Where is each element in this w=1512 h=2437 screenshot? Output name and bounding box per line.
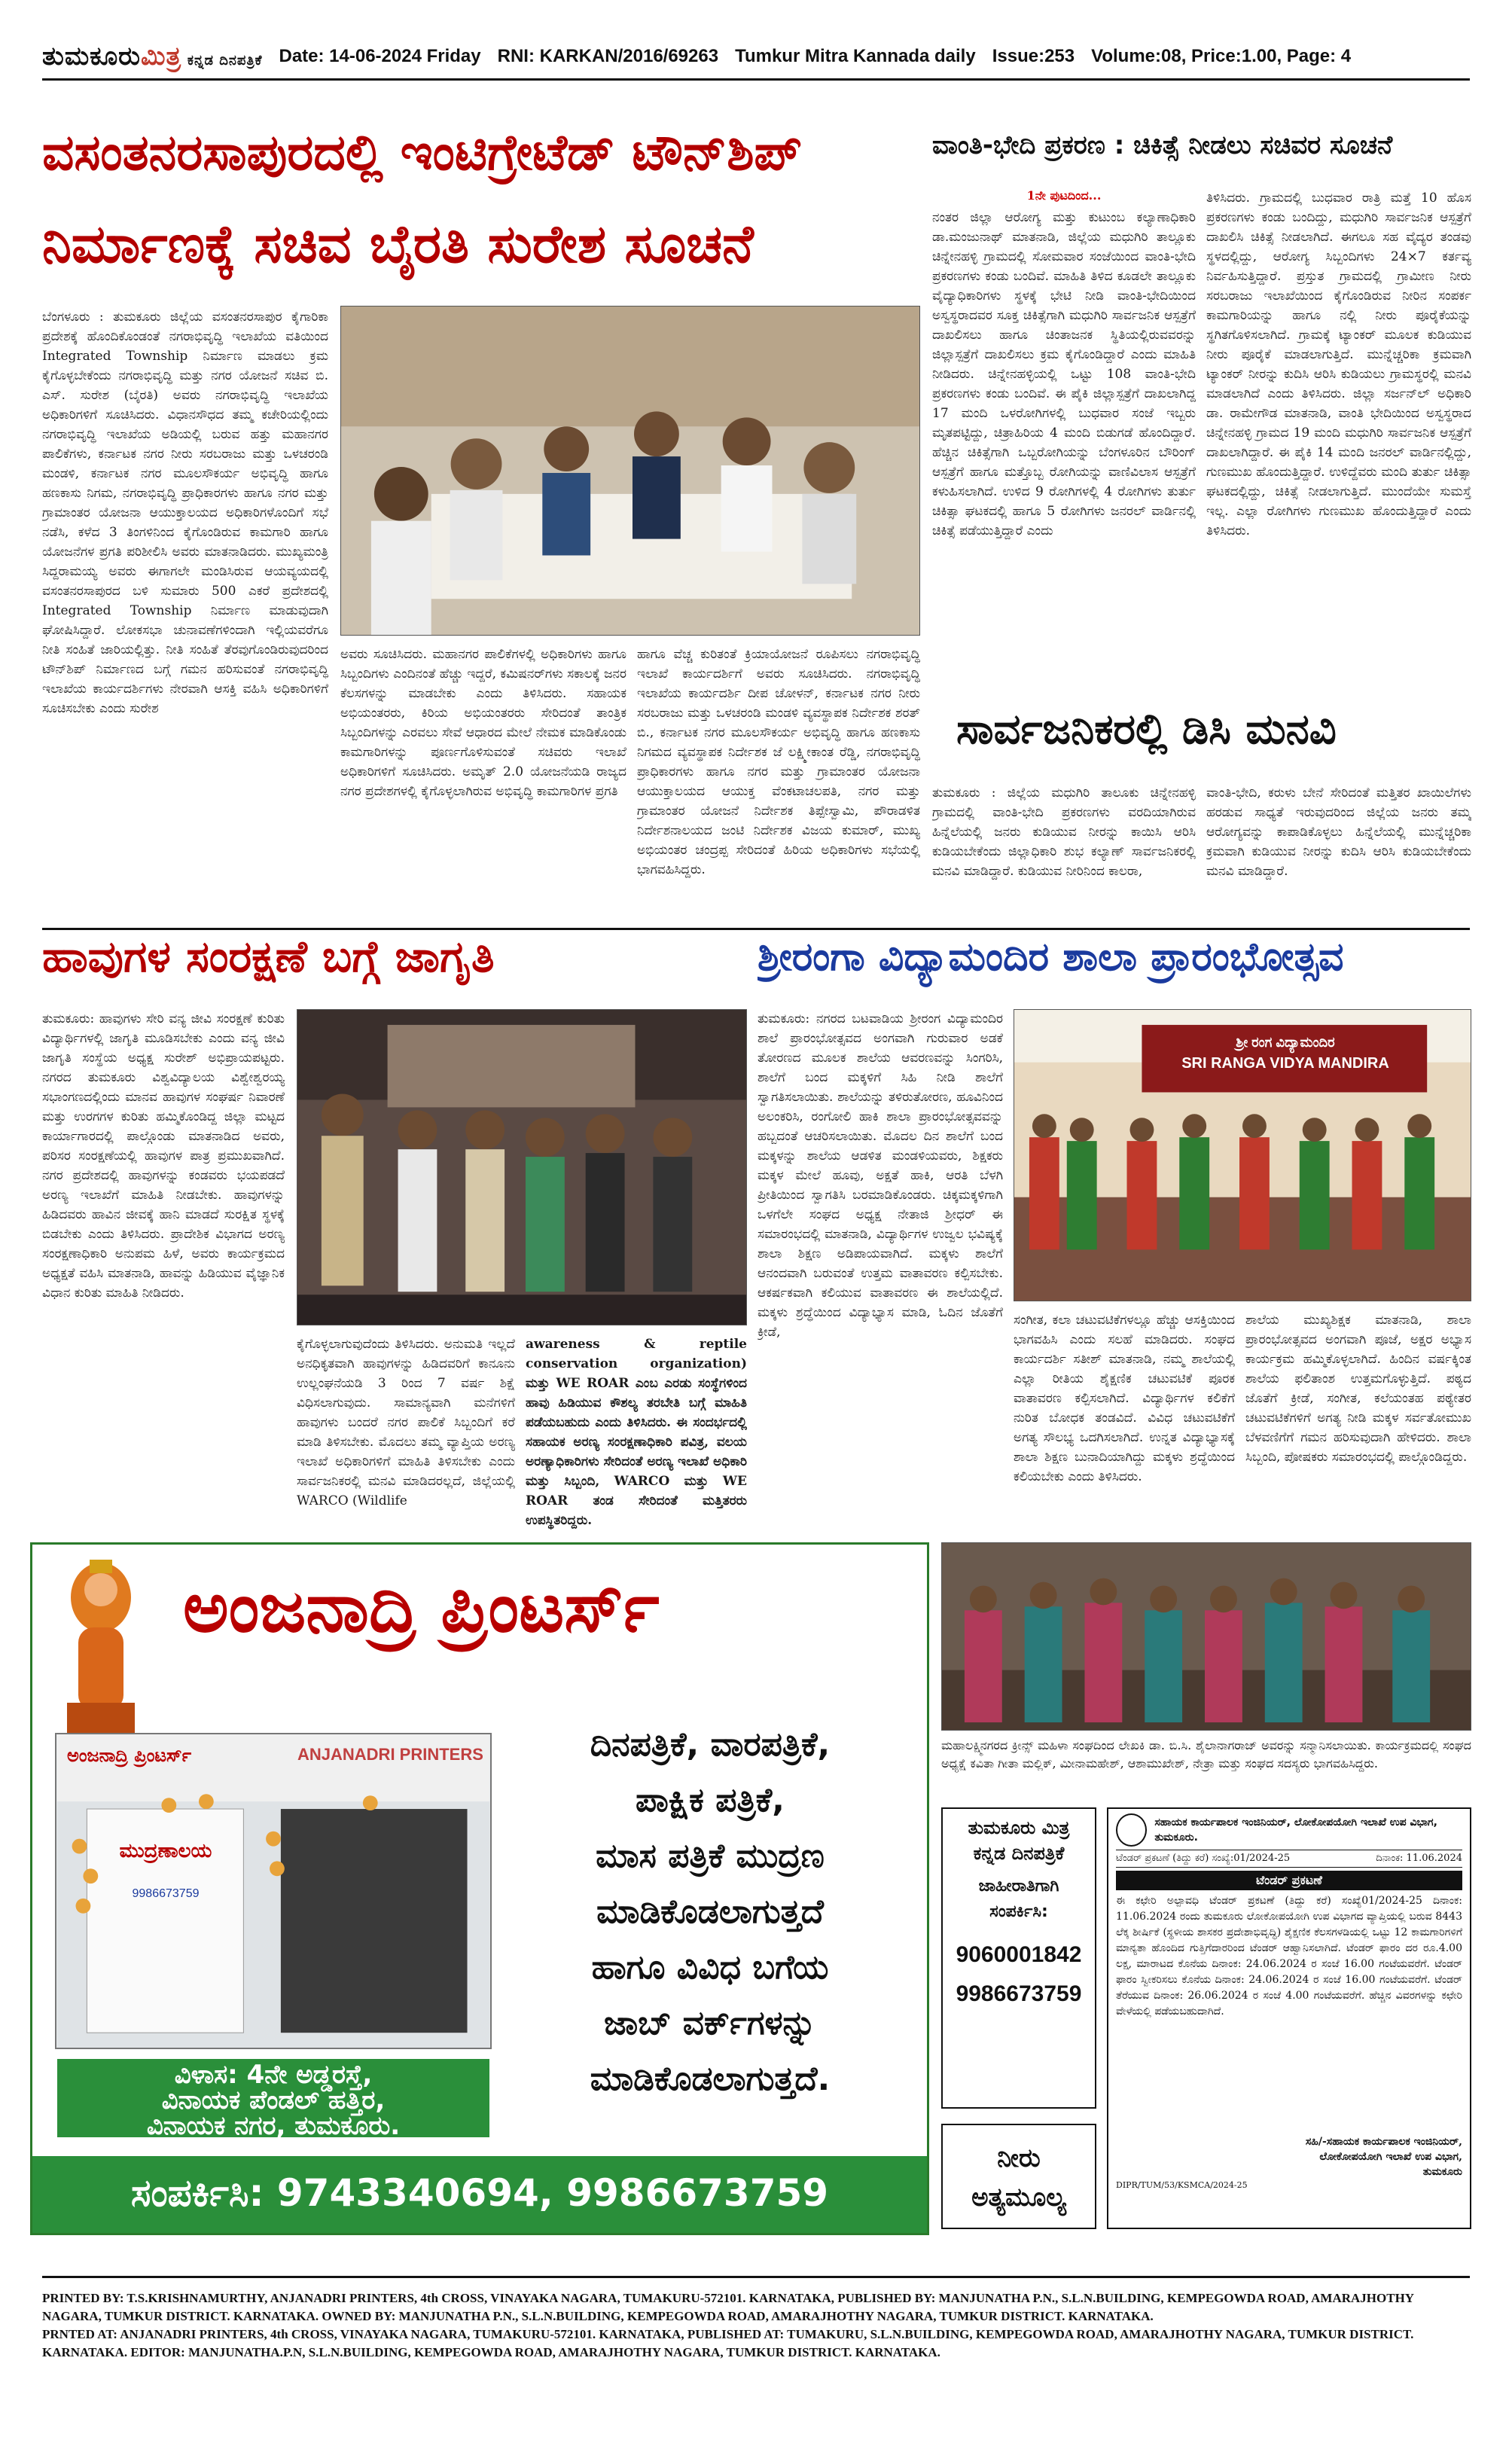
promo-sub: ಕನ್ನಡ ದಿನಪತ್ರಿಕೆ (973, 1843, 1065, 1864)
group-photo (941, 1542, 1471, 1731)
meeting-photo-image (341, 307, 919, 635)
promo-contact-label: ಸಂಪರ್ಕಿಸಿ: (989, 1902, 1048, 1921)
story4-column-a: ತುಮಕೂರು: ಹಾವುಗಳು ಸೇರಿ ವನ್ಯ ಜೀವಿ ಸಂರಕ್ಷಣೆ ಕುರಿತು ವಿದ್ಯಾರ್ಥಿಗಳಲ್ಲಿ ಜಾಗೃತಿ ಮೂಡಿಸಬೇಕು ಎಂದು ವನ್ಯ ಜೀವಿ ಜಾಗೃತಿ ಸಂಸ್ಥೆಯ ಅಧ್ಯಕ್ಷ ಸುರೇಶ್ ಅಭಿಪ್ರಾಯಪಟ್ಟರು. ನಗರದ ತುಮಕೂರು ವಿಶ್ವವಿದ್ಯಾಲಯ ವಿಶ್ವೇಶ್ವರಯ್ಯ ಸಭಾಂಗಣದಲ್ಲಿಂದು ಮಾನವ ಹಾವುಗಳ ಸಂಘರ್ಷ ನಿವಾರಣೆ ಮತ್ತು ಉರಗಗಳ ಕುರಿತು ಹಮ್ಮಿಕೊಂಡಿದ್ದ ಜಿಲ್ಲಾ ಮಟ್ಟದ ಕಾರ್ಯಾಗಾರದಲ್ಲಿ ಪಾಲ್ಗೊಂಡು ಮಾತನಾಡಿದ ಅವರು, ಪರಿಸರ ಸಂರಕ್ಷಣೆಯಲ್ಲಿ ಹಾವುಗಳ ಪಾತ್ರ ಪ್ರಮುಖವಾಗಿದೆ. ನಗರ ಪ್ರದೇಶದಲ್ಲಿ ಹಾವುಗಳನ್ನು ಕಂಡವರು ಭಯಪಡದೆ ಅರಣ್ಯ ಇಲಾಖೆಗೆ ಮಾಹಿತಿ ನೀಡಬೇಕು. ಹಾವುಗಳನ್ನು ಹಿಡಿದವರು ಹಾವಿನ ಜೀವಕ್ಕೆ ಹಾನಿ ಮಾಡದೆ ಸುರಕ್ಷಿತ ಸ್ಥಳಕ್ಕೆ ಬಿಡಬೇಕು ಎಂದು ತಿಳಿಸಿದರು. ಪ್ರಾದೇಶಿಕ ವಿಭಾಗದ ಅರಣ್ಯ ಸಂರಕ್ಷಣಾಧಿಕಾರಿ ಅನುಪಮ ಹಿಳೆ, ಅವರು ಕಾರ್ಯಕ್ರಮದ ಅಧ್ಯಕ್ಷತೆ ವಹಿಸಿ ಮಾತನಾಡಿ, ಹಾವನ್ನು ಹಿಡಿಯುವ ವೈಜ್ಞಾನಿಕ ವಿಧಾನ ಕುರಿತು ಮಾಹಿತಿ ನೀಡಿದರು. (42, 1011, 285, 1301)
water-line-1: ನೀರು (997, 2143, 1041, 2173)
paper-promo-box (941, 1807, 1096, 2109)
story4-column-b: ಕೈಗೊಳ್ಳಲಾಗುವುದೆಂದು ತಿಳಿಸಿದರು. ಅನುಮತಿ ಇಲ್ಲದೆ ಅನಧಿಕೃತವಾಗಿ ಹಾವುಗಳನ್ನು ಹಿಡಿದವರಿಗೆ ಕಾನೂನು ಉಲ್ಲಂಘನೆಯಡಿ 3 ರಿಂದ 7 ವರ್ಷ ಶಿಕ್ಷೆ ವಿಧಿಸಲಾಗುವುದು. ಸಾಮಾನ್ಯವಾಗಿ ಮನೆಗಳಿಗೆ ಹಾವುಗಳು ಬಂದರೆ ನಗರ ಪಾಲಿಕೆ ಸಿಬ್ಬಂದಿಗೆ ಕರೆ ಮಾಡಿ ತಿಳಿಸಬೇಕು. ಮೊದಲು ತಮ್ಮ ವ್ಯಾಪ್ತಿಯ ಅರಣ್ಯ ಇಲಾಖೆ ಅಧಿಕಾರಿಗಳಿಗೆ ಮಾಹಿತಿ ತಿಳಿಸಬೇಕು ಎಂದು ಸಾರ್ವಜನಿಕರಲ್ಲಿ ಮನವಿ ಮಾಡಿದರಲ್ಲದೆ, ಜಿಲ್ಲೆಯಲ್ಲಿ WARCO (Wildlife (297, 1337, 515, 1508)
tender-code: DIPR/TUM/53/KSMCA/2024-25 (1116, 2180, 1248, 2190)
tender-sign-2: ಲೋಕೋಪಯೋಗಿ ಇಲಾಖೆ ಉಪ ವಿಭಾಗ, (1319, 2151, 1462, 2163)
shop-board-phones (102, 1885, 230, 1938)
tender-notice (1107, 1807, 1471, 2229)
hanuman-icon (37, 1552, 165, 1748)
event-photo-image (297, 1010, 746, 1325)
school-banner (1154, 1032, 1417, 1085)
masthead-rule (42, 78, 1470, 81)
promo-phone-2: 9986673759 (956, 1981, 1082, 2006)
imprint-line-2: PRNTED AT: ANJANADRI PRINTERS, 4th CROSS, VINAYAKA NAGARA, TUMAKURU-572101. KARNATAKA, PUBLISHED AT: TUMAKURU, S.L.N.BUILDING, KEMPEGOWDA ROAD, AMARAJHOTHY NAGARA, TUMKUR DISTRICT. KARNATAKA. EDITOR: MANJUNATHA.P.N, S.L.N.BUILDING, KEMPEGOWDA ROAD, AMARAJHOTHY NAGARA, TUMKUR DISTRICT. KARNATAKA. (42, 2327, 1414, 2359)
rni-number: RNI: KARKAN/2016/69263 (497, 46, 719, 66)
story1-column-a: ಬೆಂಗಳೂರು : ತುಮಕೂರು ಜಿಲ್ಲೆಯ ವಸಂತನರಸಾಪುರ ಕೈಗಾರಿಕಾ ಪ್ರದೇಶಕ್ಕೆ ಹೊಂದಿಕೊಂಡಂತೆ ನಗರಾಭಿವೃದ್ಧಿ ಇಲಾಖೆಯ ವತಿಯಿಂದ Integrated Township ನಿರ್ಮಾಣ ಮಾಡಲು ಕ್ರಮ ಕೈಗೊಳ್ಳಬೇಕೆಂದು ನಗರಾಭಿವೃದ್ಧಿ ಮತ್ತು ನಗರ ಯೋಜನೆ ಸಚಿವ ಬಿ. ಎಸ್. ಸುರೇಶ (ಬೈರತಿ) ಅವರು ನಗರಾಭಿವೃದ್ಧಿ ಇಲಾಖೆಯ ಅಧಿಕಾರಿಗಳಿಗೆ ಸೂಚಿಸಿದರು. ವಿಧಾನಸೌಧದ ತಮ್ಮ ಕಚೇರಿಯಲ್ಲಿಂದು ನಗರಾಭಿವೃದ್ಧಿ ಇಲಾಖೆಯ ಅಡಿಯಲ್ಲಿ ಬರುವ ಹತ್ತು ಮಹಾನಗರ ಪಾಲಿಕೆಗಳು, ಕರ್ನಾಟಕ ನಗರ ನೀರು ಸರಬರಾಜು ಮತ್ತು ಒಳಚರಂಡಿ ಮಂಡಳಿ, ಕರ್ನಾಟಕ ನಗರ ಮೂಲಸೌಕರ್ಯ ಅಭಿವೃದ್ಧಿ ಹಾಗೂ ಹಣಕಾಸು ನಿಗಮ, ನಗರಾಭಿವೃದ್ಧಿ ಪ್ರಾಧಿಕಾರಗಳು ಹಾಗೂ ನಗರ ಮತ್ತು ಗ್ರಾಮಾಂತರ ಯೋಜನಾ ಆಯುಕ್ತಾಲಯದ ಅಧಿಕಾರಿಗಳೊಂದಿಗೆ ಸಭೆ ನಡೆಸಿ, ಕಳೆದ 3 ತಿಂಗಳಿನಿಂದ ಕೈಗೊಂಡಿರುವ ಕಾಮಗಾರಿ ಹಾಗೂ ಯೋಜನೆಗಳ ಪ್ರಗತಿ ಪರಿಶೀಲಿಸಿ ಅವರು ಮಾತನಾಡಿದರು. ಮುಖ್ಯಮಂತ್ರಿ ಸಿದ್ದರಾಮಯ್ಯ ಅವರು ಈಗಾಗಲೇ ಮಂಡಿಸಿರುವ ಆಯವ್ಯಯದಲ್ಲಿ ವಸಂತನರಸಾಪುರದ ಬಳಿ ಸುಮಾರು 500 ಎಕರೆ ಪ್ರದೇಶದಲ್ಲಿ Integrated Township ನಿರ್ಮಾಣ ಮಾಡುವುದಾಗಿ ಘೋಷಿಸಿದ್ದಾರೆ. ಲೋಕಸಭಾ ಚುನಾವಣೆಗಳಿಂದಾಗಿ ಇಲ್ಲಿಯವರೆಗೂ ನೀತಿ ಸಂಹಿತೆ ಜಾರಿಯಲ್ಲಿತ್ತು. ನೀತಿ ಸಂಹಿತೆ ತೆರವುಗೊಂಡಿರುವುದರಿಂದ ಟೌನ್‌ಶಿಪ್ ನಿರ್ಮಾಣದ ಬಗ್ಗೆ ಗಮನ ಹರಿಸುವಂತೆ ನಗರಾಭಿವೃದ್ಧಿ ಇಲಾಖೆಯ ಕಾರ್ಯದರ್ಶಿಗಳು ನೇರವಾಗಿ ಆಸಕ್ತಿ ವಹಿಸಿ ಅಧಿಕಾರಿಗಳಿಗೆ ಸೂಚಿಸಬೇಕು ಎಂದು ಸುರೇಶ (42, 310, 328, 716)
school-banner-english: SRI RANGA VIDYA MANDIRA (1181, 1055, 1389, 1072)
story1-column-c: ಹಾಗೂ ವೆಚ್ಚ ಕುರಿತಂತೆ ಕ್ರಿಯಾಯೋಜನೆ ರೂಪಿಸಲು ನಗರಾಭಿವೃದ್ಧಿ ಇಲಾಖೆ ಕಾರ್ಯದರ್ಶಿಗೆ ಅವರು ಸೂಚಿಸಿದರು. ನಗರಾಭಿವೃದ್ಧಿ ಇಲಾಖೆಯ ಕಾರ್ಯದರ್ಶಿ ದೀಪ ಚೋಳನ್, ಕರ್ನಾಟಕ ನಗರ ನೀರು ಸರಬರಾಜು ಮತ್ತು ಒಳಚರಂಡಿ ಮಂಡಳಿ ವ್ಯವಸ್ಥಾಪಕ ನಿರ್ದೇಶಕ ಶರತ್ ಬಿ., ಕರ್ನಾಟಕ ನಗರ ಮೂಲಸೌಕರ್ಯ ಅಭಿವೃದ್ಧಿ ಹಾಗೂ ಹಣಕಾಸು ನಿಗಮದ ವ್ಯವಸ್ಥಾಪಕ ನಿರ್ದೇಶಕ ಜೆ ಲಕ್ಷ್ಮೀಕಾಂತ ರೆಡ್ಡಿ, ನಗರಾಭಿವೃದ್ಧಿ ಪ್ರಾಧಿಕಾರಗಳು ಹಾಗೂ ನಗರ ಮತ್ತು ಗ್ರಾಮಾಂತರ ಯೋಜನಾ ಆಯುಕ್ತಾಲಯದ ಆಯುಕ್ತ ವೆಂಕಟಾಚಲಪತಿ, ನಗರ ಮತ್ತು ಗ್ರಾಮಾಂತರ ಯೋಜನೆ ನಿರ್ದೇಶಕ ತಿಪ್ಪೇಸ್ವಾಮಿ, ಪೌರಾಡಳಿತ ನಿರ್ದೇಶನಾಲಯದ ಜಂಟಿ ನಿರ್ದೇಶಕ ವಿಜಯ ಕುಮಾರ್, ಮುಖ್ಯ ಅಭಿಯಂತರ ಚಂದ್ರಪ್ಪ ಸೇರಿದಂತೆ ಹಿರಿಯ ಅಧಿಕಾರಿಗಳು ಸಭೆಯಲ್ಲಿ ಭಾಗವಹಿಸಿದ್ದರು. (637, 647, 920, 877)
group-photo-caption: ಮಹಾಲಕ್ಷ್ಮಿನಗರದ ಕ್ರೀನ್ಸ್ ಮಹಿಳಾ ಸಂಘದಿಂದ ಲೇಖಕಿ ಡಾ. ಬಿ.ಸಿ. ಶೈಲಾನಾಗರಾಜ್ ಅವರನ್ನು ಸನ್ಮಾನಿಸಲಾಯಿತು. ಕಾರ್ಯಕ್ರಮದಲ್ಲಿ ಸಂಘದ ಅಧ್ಯಕ್ಷೆ ಕವಿತಾ ಗೀತಾ ಮಲ್ಲಿಕ್, ಮೀನಾಮಹೇಶ್, ಆಶಾಮುಖೇಶ್, ನೇತ್ರಾ ಮತ್ತು ಸಂಘದ ಸದಸ್ಯರು ಭಾಗವಹಿಸಿದ್ದರು. (941, 1738, 1471, 1771)
story3-column-b: ವಾಂತಿ-ಭೇದಿ, ಕರುಳು ಬೇನೆ ಸೇರಿದಂತೆ ಮತ್ತಿತರ ಖಾಯಿಲೆಗಳು ಹರಡುವ ಸಾಧ್ಯತೆ ಇರುವುದರಿಂದ ಜಿಲ್ಲೆಯ ಜನರು ತಮ್ಮ ಆರೋಗ್ಯವನ್ನು ಕಾಪಾಡಿಕೊಳ್ಳಲು ಹಿನ್ನೆಲೆಯಲ್ಲಿ ಮುನ್ನೆಚ್ಚರಿಕಾ ಕ್ರಮವಾಗಿ ಕುಡಿಯುವ ನೀರನ್ನು ಕುದಿಸಿ ಆರಿಸಿ ಕುಡಿಯಬೇಕೆಂದು ಮನವಿ ಮಾಡಿದ್ದಾರೆ. (1206, 785, 1471, 879)
story5-column-a: ತುಮಕೂರು: ನಗರದ ಬಟವಾಡಿಯ ಶ್ರೀರಂಗ ವಿದ್ಯಾಮಂದಿರ ಶಾಲೆ ಪ್ರಾರಂಭೋತ್ಸವದ ಅಂಗವಾಗಿ ಗುರುವಾರ ಅಡಕೆ ತೋರಣದ ಮೂಲಕ ಶಾಲೆಯ ಆವರಣವನ್ನು ಸಿಂಗರಿಸಿ, ಶಾಲೆಗೆ ಬಂದ ಮಕ್ಕಳಿಗೆ ಸಿಹಿ ನೀಡಿ ಶಾಲೆಗೆ ಸ್ವಾಗತಿಸಲಾಯಿತು. ಶಾಲೆಯನ್ನು ತಳಿರುತೋರಣ, ಹೂವಿನಿಂದ ಅಲಂಕರಿಸಿ, ರಂಗೋಲಿ ಹಾಕಿ ಶಾಲಾ ಪ್ರಾರಂಭೋತ್ಸವವನ್ನು ಹಬ್ಬದಂತೆ ಆಚರಿಸಲಾಯಿತು. ಮೊದಲ ದಿನ ಶಾಲೆಗೆ ಬಂದ ಮಕ್ಕಳನ್ನು ಶಾಲೆಯ ಆಡಳಿತ ಮಂಡಳಿಯವರು, ಶಿಕ್ಷಕರು ಮಕ್ಕಳ ಮೇಲೆ ಹೂವು, ಅಕ್ಷತೆ ಹಾಕಿ, ಆರತಿ ಬೆಳಗಿ ಪ್ರೀತಿಯಿಂದ ಸ್ವಾಗತಿಸಿ ಬರಮಾಡಿಕೊಂಡರು. ಚಿಕ್ಕಮಕ್ಕಳಿಗಾಗಿ ಒಳಗೆಲೇ ಸಂಘದ ಅಧ್ಯಕ್ಷ ನೇತಾಜಿ ಶ್ರೀಧರ್ ಈ ಸಮಾರಂಭದಲ್ಲಿ ಮಾತನಾಡಿ, ವಿದ್ಯಾರ್ಥಿಗಳ ಉಜ್ವಲ ಭವಿಷ್ಯಕ್ಕೆ ಶಾಲಾ ಶಿಕ್ಷಣ ಅಡಿಪಾಯವಾಗಿದೆ. ಮಕ್ಕಳು ಶಾಲೆಗೆ ಆನಂದವಾಗಿ ಬರುವಂತೆ ಉತ್ತಮ ವಾತಾವರಣ ಕಲ್ಪಿಸಬೇಕು. ಆಕರ್ಷಕವಾಗಿ ಕಲಿಯುವ ವಾತಾವರಣ ಈ ಶಾಲೆಯಲ್ಲಿದೆ. ಮಕ್ಕಳು ಶ್ರದ್ಧೆಯಿಂದ ವಿದ್ಯಾಭ್ಯಾಸ ಮಾಡಿ, ಓದಿನ ಜೊತೆಗೆ ಕ್ರೀಡೆ, (758, 1011, 1003, 1340)
printers-advert (30, 1542, 929, 2235)
advert-address-1: ವಿಳಾಸ: 4ನೇ ಅಡ್ಡರಸ್ತೆ, (174, 2060, 373, 2090)
story4-event-photo (297, 1009, 747, 1325)
advert-line-4: ಮಾಡಿಕೊಡಲಾಗುತ್ತದೆ (596, 1893, 824, 1931)
tender-header-row (1116, 1813, 1462, 1850)
masthead-logo (42, 41, 262, 72)
shop-photo (55, 1733, 492, 2049)
story5-headline: ಶ್ರೀರಂಗಾ ವಿದ್ಯಾಮಂದಿರ ಶಾಲಾ ಪ್ರಾರಂಭೋತ್ಸವ (758, 937, 1344, 980)
school-banner-kannada: ಶ್ರೀ ರಂಗ ವಿದ್ಯಾಮಂದಿರ (1236, 1035, 1335, 1050)
shop-board-text: ಮುದ್ರಣಾಲಯ (119, 1840, 212, 1862)
advert-line-6: ಜಾಬ್ ವರ್ಕ್‌ಗಳನ್ನು (604, 2004, 816, 2042)
story5-column-c: ಶಾಲೆಯ ಮುಖ್ಯಶಿಕ್ಷಕ ಮಾತನಾಡಿ, ಶಾಲಾ ಪ್ರಾರಂಭೋತ್ಸವದ ಅಂಗವಾಗಿ ಪೂಜೆ, ಅಕ್ಷರ ಅಭ್ಯಾಸ ಕಾರ್ಯಕ್ರಮ ಹಮ್ಮಿಕೊಳ್ಳಲಾಗಿದೆ. ಹಿಂದಿನ ವರ್ಷಕ್ಕಿಂತ ಶಾಲೆಯ ಫಲಿತಾಂಶ ಉತ್ತಮಗೊಳ್ಳುತ್ತಿದೆ. ಪಠ್ಯದ ಜೊತೆಗೆ ಕ್ರೀಡೆ, ಸಂಗೀತ, ಕಲೆಯಂತಹ ಪಠ್ಯೇತರ ಚಟುವಟಿಕೆಗಳಿಗೆ ಅಗತ್ಯ ನೀಡಿ ಮಕ್ಕಳ ಸರ್ವತೋಮುಖ ಬೆಳವಣಿಗೆಗೆ ಗಮನ ಹರಿಸುವುದಾಗಿ ಹೇಳಿದರು. ಶಾಲಾ ಸಿಬ್ಬಂದಿ, ಪೋಷಕರು ಸಮಾರಂಭದಲ್ಲಿ ಪಾಲ್ಗೊಂಡಿದ್ದರು. (1245, 1313, 1471, 1465)
tender-signature (1116, 2134, 1462, 2179)
story5-school-photo (1014, 1009, 1471, 1301)
footer-rule (42, 2276, 1470, 2278)
advert-line-7: ಮಾಡಿಕೊಡಲಾಗುತ್ತದೆ. (590, 2060, 831, 2098)
story5-column-b: ಸಂಗೀತ, ಕಲಾ ಚಟುವಟಿಕೆಗಳಲ್ಲೂ ಹೆಚ್ಚು ಆಸಕ್ತಿಯಿಂದ ಭಾಗವಹಿಸಿ ಎಂದು ಸಲಹೆ ಮಾಡಿದರು. ಸಂಘದ ಕಾರ್ಯದರ್ಶಿ ಸತೀಶ್ ಮಾತನಾಡಿ, ನಮ್ಮ ಶಾಲೆಯಲ್ಲಿ ಎಲ್ಲಾ ರೀತಿಯ ಶೈಕ್ಷಣಿಕ ಚಟುವಟಿಕೆ ಪೂರಕ ವಾತಾವರಣ ಕಲ್ಪಿಸಲಾಗಿದೆ. ವಿದ್ಯಾರ್ಥಿಗಳ ಕಲಿಕೆಗೆ ನುರಿತ ಬೋಧಕ ತಂಡವಿದೆ. ವಿವಿಧ ಚಟುವಟಿಕೆಗೆ ಅಗತ್ಯ ಸೌಲಭ್ಯ ಒದಗಿಸಲಾಗಿದೆ. ಉನ್ನತ ವಿದ್ಯಾಭ್ಯಾಸಕ್ಕೆ ಶಾಲಾ ಶಿಕ್ಷಣ ಬುನಾದಿಯಾಗಿದ್ದು ಮಕ್ಕಳು ಶ್ರದ್ಧೆಯಿಂದ ಕಲಿಯಬೇಕು ಎಂದು ತಿಳಿಸಿದರು. (1014, 1313, 1235, 1484)
volume-info: Volume:08, Price:1.00, Page: 4 (1091, 46, 1352, 66)
tender-sign-1: ಸಹಿ/-ಸಹಾಯಕ ಕಾರ್ಯಪಾಲಕ ಇಂಜಿನಿಯರ್, (1305, 2136, 1462, 2148)
emblem-icon (1116, 1813, 1147, 1847)
tender-office: ಸಹಾಯಕ ಕಾರ್ಯಪಾಲಕ ಇಂಜಿನಿಯರ್, ಲೋಕೋಪಯೋಗಿ ಇಲಾಖೆ ಉಪ ವಿಭಾಗ, ತುಮಕೂರು. (1154, 1816, 1437, 1844)
advert-line-5: ಹಾಗೂ ವಿವಿಧ ಬಗೆಯ (591, 1948, 829, 1987)
tender-ref-date: ದಿನಾಂಕ: 11.06.2024 (1376, 1853, 1462, 1864)
promo-ads-label: ಜಾಹೀರಾತಿಗಾಗಿ (978, 1877, 1059, 1896)
advert-line-1: ದಿನಪತ್ರಿಕೆ, ವಾರಪತ್ರಿಕೆ, (590, 1725, 831, 1764)
logo-sub: ಕನ್ನಡ ದಿನಪತ್ರಿಕೆ (187, 53, 263, 69)
imprint-footer (42, 2289, 1473, 2362)
paper-name: Tumkur Mitra Kannada daily (735, 46, 976, 66)
story2-headline: ವಾಂತಿ-ಭೇದಿ ಪ್ರಕರಣ : ಚಿಕಿತ್ಸೆ ನೀಡಲು ಸಚಿವರ ಸೂಚನೆ (932, 133, 1393, 160)
advert-services (499, 1725, 921, 2117)
water-message-box (941, 2124, 1096, 2229)
promo-phone-1: 9060001842 (956, 1942, 1082, 1967)
advert-address-3: ವಿನಾಯಕ ನಗರ, ತುಮಕೂರು. (146, 2111, 401, 2141)
shop-sign-english: ANJANADRI PRINTERS (297, 1745, 483, 1764)
tender-ref-row (1116, 1850, 1462, 1868)
shop-sign-kannada: ಅಂಜನಾದ್ರಿ ಪ್ರಿಂಟರ್ಸ್ (67, 1745, 192, 1766)
masthead (42, 39, 1473, 74)
tender-ref: ಟೆಂಡರ್ ಪ್ರಕಟಣೆ (ತಿದ್ದು ಕರೆ) ಸಂಖ್ಯೆ:01/2024-25 (1116, 1853, 1291, 1864)
advert-line-3: ಮಾಸ ಪತ್ರಿಕೆ ಮುದ್ರಣ (596, 1837, 825, 1875)
advert-address-2: ವಿನಾಯಕ ಪೆಂಡಲ್ ಹತ್ತಿರ, (161, 2085, 386, 2115)
story2-column-a: ನಂತರ ಜಿಲ್ಲಾ ಆರೋಗ್ಯ ಮತ್ತು ಕುಟುಂಬ ಕಲ್ಯಾಣಾಧಿಕಾರಿ ಡಾ.ಮಂಜುನಾಥ್ ಮಾತನಾಡಿ, ಜಿಲ್ಲೆಯ ಮಧುಗಿರಿ ತಾಲ್ಲೂಕು ಚಿನ್ನೇನಹಳ್ಳಿ ಗ್ರಾಮದಲ್ಲಿ ಸೋಮವಾರ ಸಂಜೆಯಿಂದ ವಾಂತಿ-ಭೇದಿ ಪ್ರಕರಣಗಳು ಕಂಡು ಬಂದಿವೆ. ಮಾಹಿತಿ ತಿಳಿದ ಕೂಡಲೇ ತಾಲ್ಲೂಕು ವೈದ್ಯಾಧಿಕಾರಿಗಳು ಸ್ಥಳಕ್ಕೆ ಭೇಟಿ ನೀಡಿ ವಾಂತಿ-ಭೇದಿಯಿಂದ ಅಸ್ವಸ್ಥರಾದವರ ಸೂಕ್ತ ಚಿಕಿತ್ಸೆಗಾಗಿ ಮಧುಗಿರಿ ಸಾರ್ವಜನಿಕ ಆಸ್ಪತ್ರೆಗೆ ದಾಖಲಿಸಲು ಹಾಗೂ ಚಿಂತಾಜನಕ ಸ್ಥಿತಿಯಲ್ಲಿರುವವರನ್ನು ಜಿಲ್ಲಾಸ್ಪತ್ರೆಗೆ ದಾಖಲಿಸಲು ಕ್ರಮ ಕೈಗೊಂಡಿದ್ದಾರೆ ಎಂದು ಮಾಹಿತಿ ನೀಡಿದರು. ಚಿನ್ನೇನಹಳ್ಳಿಯಲ್ಲಿ ಒಟ್ಟು 108 ವಾಂತಿ-ಭೇದಿ ಪ್ರಕರಣಗಳು ಕಂಡು ಬಂದಿವೆ. ಈ ಪೈಕಿ ಜಿಲ್ಲಾಸ್ಪತ್ರೆಗೆ ದಾಖಲಾಗಿದ್ದ 17 ಮಂದಿ ಒಳರೋಗಿಗಳಲ್ಲಿ ಬುಧವಾರ ಸಂಜೆ ಇಬ್ಬರು ಮೃತಪಟ್ಟಿದ್ದು, ಚಿತ್ರಾಹಿರಿಯ 4 ಮಂದಿ ಬಿಡುಗಡೆ ಹೊಂದಿದ್ದಾರೆ. ಹೆಚ್ಚಿನ ಚಿಕಿತ್ಸೆಗಾಗಿ ಒಬ್ಬರೋಗಿಯನ್ನು ಬೆಂಗಳೂರಿನ ಬೌರಿಂಗ್ ಆಸ್ಪತ್ರೆಗೆ ಹಾಗೂ ಮತ್ತೊಬ್ಬ ರೋಗಿಯನ್ನು ವಾಣಿವಿಲಾಸ ಆಸ್ಪತ್ರೆಗೆ ಕಳುಹಿಸಲಾಗಿದೆ. ಉಳಿದ 9 ರೋಗಿಗಳಲ್ಲಿ 4 ರೋಗಿಗಳು ತುರ್ತು ಚಿಕಿತ್ಸಾ ಘಟಕದಲ್ಲಿ ಹಾಗೂ 5 ರೋಗಿಗಳು ಜನರಲ್ ವಾರ್ಡಿನಲ್ಲಿ ಚಿಕಿತ್ಸೆ ಪಡೆಯುತ್ತಿದ್ದಾರೆ ಎಂದು (932, 210, 1196, 538)
logo-accent: ಮಿತ್ರ (140, 41, 181, 72)
story4-column-c: awareness & reptile conservation organization) ಮತ್ತು WE ROAR ಎಂಬ ಎರಡು ಸಂಸ್ಥೆಗಳಿಂದ ಹಾವು ಹಿಡಿಯುವ ಕೌಶಲ್ಯ ತರಬೇತಿ ಬಗ್ಗೆ ಮಾಹಿತಿ ಪಡೆಯಬಹುದು ಎಂದು ತಿಳಿಸಿದರು. ಈ ಸಂದರ್ಭದಲ್ಲಿ ಸಹಾಯಕ ಅರಣ್ಯ ಸಂರಕ್ಷಣಾಧಿಕಾರಿ ಪವಿತ್ರ, ವಲಯ ಅರಣ್ಯಾಧಿಕಾರಿಗಳು ಸೇರಿದಂತೆ ಅರಣ್ಯ ಇಲಾಖೆ ಅಧಿಕಾರಿ ಮತ್ತು ಸಿಬ್ಬಂದಿ, WARCO ಮತ್ತು WE ROAR ತಂಡ ಸೇರಿದಂತೆ ಮತ್ತಿತರರು ಉಪಸ್ಥಿತರಿದ್ದರು. (526, 1337, 747, 1528)
advert-title: ಅಂಜನಾದ್ರಿ ಪ್ರಿಂಟರ್ಸ್ (183, 1567, 660, 1648)
water-line-2: ಅತ್ಯಮೂಲ್ಯ (971, 2182, 1066, 2213)
group-photo-image (942, 1543, 1471, 1730)
story2-column-b: ತಿಳಿಸಿದರು. ಗ್ರಾಮದಲ್ಲಿ ಬುಧವಾರ ರಾತ್ರಿ ಮತ್ತೆ 10 ಹೊಸ ಪ್ರಕರಣಗಳು ಕಂಡು ಬಂದಿದ್ದು, ಮಧುಗಿರಿ ಸಾರ್ವಜನಿಕ ಆಸ್ಪತ್ರೆಗೆ ದಾಖಲಿಸಿ ಚಿಕಿತ್ಸೆ ನೀಡಲಾಗಿದೆ. ಈಗಲೂ ಸಹ ವೈದ್ಯರ ತಂಡವು ಸ್ಥಳದಲ್ಲಿದ್ದು, ಆರೋಗ್ಯ ಸಿಬ್ಬಂದಿಗಳು 24×7 ಕರ್ತವ್ಯ ನಿರ್ವಹಿಸುತ್ತಿದ್ದಾರೆ. ಪ್ರಸ್ತುತ ಗ್ರಾಮದಲ್ಲಿ ಗ್ರಾಮೀಣ ನೀರು ಸರಬರಾಜು ಇಲಾಖೆಯಿಂದ ಕೈಗೊಂಡಿರುವ ನೀರಿನ ಸಂಪರ್ಕ ಕಾಮಗಾರಿಯನ್ನು ಹಾಗೂ ನಲ್ಲಿ ನೀರು ಪೂರೈಕೆಯನ್ನು ಸ್ಥಗಿತಗೊಳಿಸಲಾಗಿದೆ. ಗ್ರಾಮಕ್ಕೆ ಟ್ಯಾಂಕರ್ ಮೂಲಕ ಕುಡಿಯುವ ನೀರು ಪೂರೈಕೆ ಮಾಡಲಾಗುತ್ತಿದೆ. ಮುನ್ನೆಚ್ಚರಿಕಾ ಕ್ರಮವಾಗಿ ಟ್ಯಾಂಕರ್ ನೀರನ್ನು ಕುದಿಸಿ ಆರಿಸಿ ಕುಡಿಯಲು ಗ್ರಾಮಸ್ಥರಲ್ಲಿ ಮನವಿ ಮಾಡಲಾಗಿದೆ ಎಂದು ತಿಳಿಸಿದರು. ಜಿಲ್ಲಾ ಸರ್ಜನ್‌ಲ್ ಅಧಿಕಾರಿ ಡಾ. ರಾಮೇಗೌಡ ಮಾತನಾಡಿ, ವಾಂತಿ ಭೇದಿಯಿಂದ ಅಸ್ವಸ್ಥರಾದ ಚಿನ್ನೇನಹಳ್ಳಿ ಗ್ರಾಮದ 19 ಮಂದಿ ಮಧುಗಿರಿ ಸಾರ್ವಜನಿಕ ಆಸ್ಪತ್ರೆಗೆ ದಾಖಲಾಗಿದ್ದಾರೆ. ಈ ಪೈಕಿ 14 ಮಂದಿ ಜನರಲ್ ವಾರ್ಡಿನಲ್ಲಿದ್ದು, ಗುಣಮುಖ ಹೊಂದುತ್ತಿದ್ದಾರೆ. ಉಳಿದ್ದೆವರು ಮಂದಿ ತುರ್ತು ಚಿಕಿತ್ಸಾ ಘಟಕದಲ್ಲಿದ್ದು, ಚಿಕಿತ್ಸೆ ನೀಡಲಾಗುತ್ತಿದೆ. ಮುಂದೆಯೇ ಸುಮಸ್ತೆ ಇಲ್ಲ. ಎಲ್ಲಾ ರೋಗಿಗಳು ಗುಣಮುಖ ಹೊಂದುತ್ತಿದ್ದಾರೆ ಎಂದು ತಿಳಿಸಿದರು. (1206, 191, 1471, 538)
imprint-line-1: PRINTED BY: T.S.KRISHNAMURTHY, ANJANADRI PRINTERS, 4th CROSS, VINAYAKA NAGARA, TUMAKURU-572101. KARNATAKA, PUBLISHED BY: MANJUNATHA P.N., S.L.N.BUILDING, KEMPEGOWDA ROAD, AMARAJHOTHY NAGARA, TUMKUR DISTRICT. KARNATAKA. OWNED BY: MANJUNATHA P.N., S.L.N.BUILDING, KEMPEGOWDA ROAD, AMARAJHOTHY NAGARA, TUMKUR DISTRICT. KARNATAKA. (42, 2291, 1414, 2323)
shop-board-phone-1: 9986673759 (132, 1887, 200, 1900)
story3-column-a: ತುಮಕೂರು : ಜಿಲ್ಲೆಯ ಮಧುಗಿರಿ ತಾಲೂಕು ಚಿನ್ನೇನಹಳ್ಳಿ ಗ್ರಾಮದಲ್ಲಿ ವಾಂತಿ-ಭೇದಿ ಪ್ರಕರಣಗಳು ವರದಿಯಾಗಿರುವ ಹಿನ್ನೆಲೆಯಲ್ಲಿ ಜನರು ಕುಡಿಯುವ ನೀರನ್ನು ಕಾಯಿಸಿ ಆರಿಸಿ ಕುಡಿಯಬೇಕೆಂದು ಜಿಲ್ಲಾಧಿಕಾರಿ ಶುಭ ಕಲ್ಯಾಣ್ ಸಾರ್ವಜನಿಕರಲ್ಲಿ ಮನವಿ ಮಾಡಿದ್ದಾರೆ. ಕುಡಿಯುವ ನೀರಿನಿಂದ ಕಾಲರಾ, (932, 785, 1196, 879)
story4-headline: ಹಾವುಗಳ ಸಂರಕ್ಷಣೆ ಬಗ್ಗೆ ಜಾಗೃತಿ (42, 934, 495, 982)
logo-main: ತುಮಕೂರು (42, 41, 141, 72)
tender-sign-3: ತುಮಕೂರು (1422, 2166, 1462, 2178)
section-rule (42, 928, 1470, 930)
tender-title: ಟೆಂಡರ್ ಪ್ರಕಟಣೆ (1116, 1871, 1462, 1890)
issue-date: Date: 14-06-2024 Friday (279, 46, 481, 66)
story1-headline-2: ನಿರ್ಮಾಣಕ್ಕೆ ಸಚಿವ ಬೈರತಿ ಸುರೇಶ ಸೂಚನೆ (42, 217, 754, 275)
story1-headline-1: ವಸಂತನರಸಾಪುರದಲ್ಲಿ ಇಂಟಿಗ್ರೇಟೆಡ್ ಟೌನ್‌ಶಿಪ್ (42, 127, 803, 181)
advert-contact: ಸಂಪರ್ಕಿಸಿ: 9743340694, 9986673759 (32, 2156, 927, 2233)
advert-address (55, 2057, 492, 2140)
story1-column-b: ಅವರು ಸೂಚಿಸಿದರು. ಮಹಾನಗರ ಪಾಲಿಕೆಗಳಲ್ಲಿ ಅಧಿಕಾರಿಗಳು ಹಾಗೂ ಸಿಬ್ಬಂದಿಗಳು ಎಂದಿನಂತೆ ಹೆಚ್ಚು ಇದ್ದರೆ, ಕಮಿಷನರ್‌ಗಳು ಸಕಾಲಕ್ಕೆ ಜನರ ಕೆಲಸಗಳನ್ನು ಮಾಡಬೇಕು ಎಂದು ತಿಳಿಸಿದರು. ಸಹಾಯಕ ಅಭಿಯಂತರರು, ಕಿರಿಯ ಅಭಿಯಂತರರು ಸೇರಿದಂತೆ ತಾಂತ್ರಿಕ ಸಿಬ್ಬಂದಿಗಳನ್ನು ಎರವಲು ಸೇವೆ ಆಧಾರದ ಮೇಲೆ ನೇಮಕ ಮಾಡಿಕೊಂಡು ಕಾಮಗಾರಿಗಳನ್ನು ಪೂರ್ಣಗೊಳಿಸುವಂತೆ ಸಚಿವರು ಇಲಾಖೆ ಅಧಿಕಾರಿಗಳಿಗೆ ಸೂಚಿಸಿದರು. ಅಮೃತ್ 2.0 ಯೋಜನೆಯಡಿ ರಾಜ್ಯದ ನಗರ ಪ್ರದೇಶಗಳಲ್ಲಿ ಕೈಗೊಳ್ಳಲಾಗಿರುವ ಅಭಿವೃದ್ಧಿ ಕಾಮಗಾರಿಗಳ ಪ್ರಗತಿ (340, 647, 626, 799)
advert-line-2: ಪಾಕ್ಷಿಕ ಪತ್ರಿಕೆ, (636, 1781, 785, 1819)
promo-title: ತುಮಕೂರು ಮಿತ್ರ (968, 1817, 1070, 1838)
tender-body: ಈ ಕಛೇರಿ ಅಲ್ಪಾವಧಿ ಟೆಂಡರ್ ಪ್ರಕಟಣೆ (ತಿದ್ದು ಕರೆ) ಸಂಖ್ಯೆ01/2024-25 ದಿನಾಂಕ: 11.06.2024 ರಂದು ತುಮಕೂರು ಲೋಕೋಪಯೋಗಿ ಉಪ ವಿಭಾಗದ ವ್ಯಾಪ್ತಿಯಲ್ಲಿ ಬರುವ 8443 ಲೆಕ್ಕ ಶೀರ್ಷಿಕೆ (ಸ್ಥಳೀಯ ಶಾಸಕರ ಪ್ರದೇಶಾಭಿವೃದ್ಧಿ) ಶೈಕ್ಷಣಿಕ ಕೆಲಸಗಳಡಿಯಲ್ಲಿ ಒಟ್ಟು 12 ಕಾಮಗಾರಿಗಳಿಗೆ ಮಾನ್ಯತಾ ಹೊಂದಿದ ಗುತ್ತಿಗೆದಾರರಿಂದ ಟೆಂಡರ್ ಆಹ್ವಾನಿಸಲಾಗಿದೆ. ಟೆಂಡರ್ ಫಾರಂ ದರ ರೂ.4.00 ಲಕ್ಷ, ಮಾರಾಟದ ಕೊನೆಯ ದಿನಾಂಕ: 24.06.2024 ರ ಸಂಜೆ 16.00 ಗಂಟೆಯವರೆಗೆ. ಟೆಂಡರ್ ಫಾರಂ ಸ್ವೀಕರಿಸಲು ಕೊನೆಯ ದಿನಾಂಕ: 24.06.2024 ರ ಸಂಜೆ 16.00 ಗಂಟೆಯವರೆಗೆ. ಟೆಂಡರ್ ತೆರೆಯುವ ದಿನಾಂಕ: 26.06.2024 ರ ಸಂಜೆ 4.00 ಗಂಟೆಯವರೆಗೆ. ಹೆಚ್ಚಿನ ವಿವರಗಳನ್ನು ಕಛೇರಿ ವೇಳೆಯಲ್ಲಿ ಪಡೆಯಬಹುದಾಗಿದೆ. (1116, 1895, 1462, 2018)
story3-headline: ಸಾರ್ವಜನಿಕರಲ್ಲಿ ಡಿಸಿ ಮನವಿ (956, 708, 1337, 754)
issue-number: Issue:253 (992, 46, 1075, 66)
story1-meeting-photo (340, 306, 920, 636)
story2-continued-label: 1ನೇ ಪುಟದಿಂದ... (1026, 188, 1102, 203)
